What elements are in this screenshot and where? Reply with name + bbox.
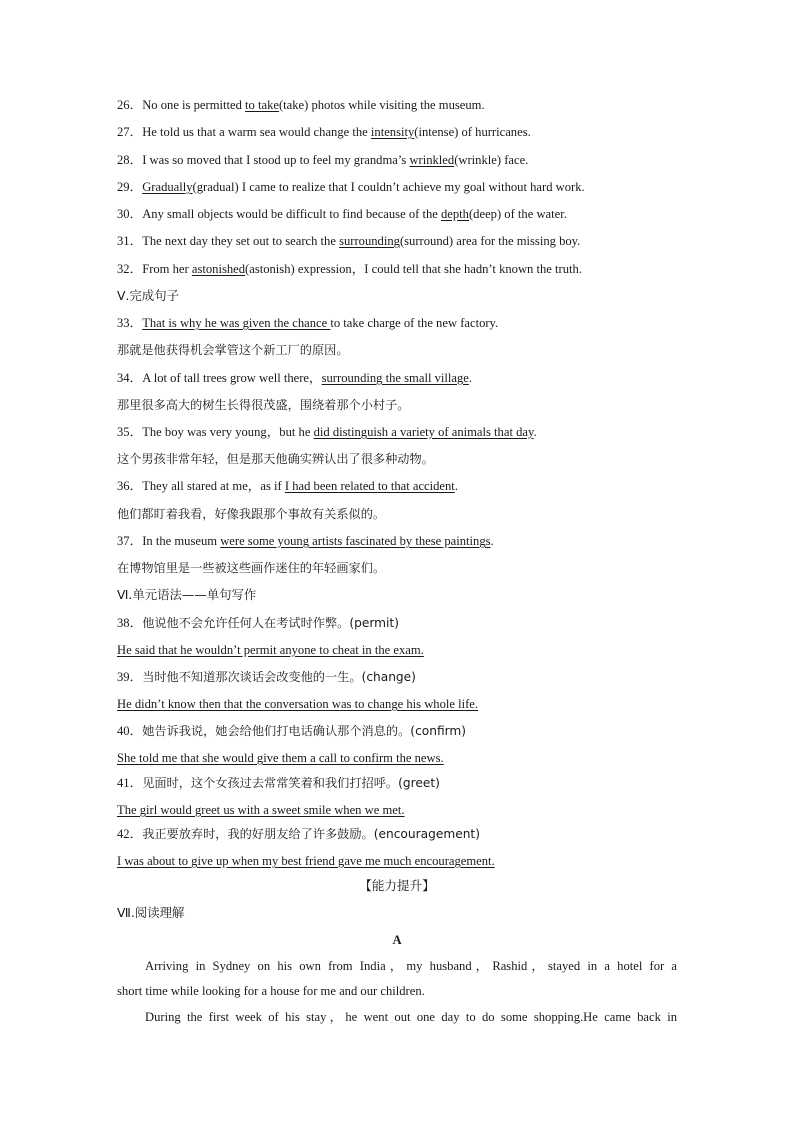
answer-text: wrinkled [409,153,455,167]
item-number: 37． [117,534,143,548]
item-text: (take) photos while visiting the museum. [278,98,485,112]
item-number: 29． [117,180,143,194]
item-text: . [454,479,458,493]
item-text: . [468,371,473,385]
passage-line: short time while looking for a house for me and our children. [117,984,425,998]
item-prompt: 见面时，这个女孩过去常常笑着和我们打招呼。(greet) [142,776,440,790]
item-text: He told us that a warm sea would change the [142,125,371,139]
item-27 [117,123,531,141]
item-38-answer: He said that he wouldn’t permit anyone to cheat in the exam. [117,643,424,657]
section-heading-5: Ⅴ.完成句子 [117,288,179,303]
item-prompt: 我正要放弃时，我的好朋友给了许多鼓励。(encouragement) [142,827,480,841]
item-text: I was so moved that I stood up to feel my grandma’s [142,153,410,167]
passage-letter: A [392,933,402,947]
answer-text: surrounding [339,234,400,248]
item-40-answer: She told me that she would give them a call to confirm the news. [117,751,444,765]
section-heading-7: Ⅶ.阅读理解 [117,905,185,920]
answer-text: I had been related to that accident [284,479,455,493]
item-39-answer: He didn’t know then that the conversation was to change his whole life. [117,697,479,711]
item-39 [117,668,416,686]
item-number: 40． [117,724,143,738]
item-number: 42． [117,827,143,841]
item-33 [117,314,498,332]
item-number: 33． [117,316,143,330]
answer-text: That is why he was given the chance [142,316,331,330]
item-32 [117,260,582,278]
item-number: 30． [117,207,143,221]
item-number: 31． [117,234,143,248]
item-36 [117,477,458,495]
item-41-answer: The girl would greet us with a sweet smile when we met. [117,803,405,817]
item-number: 26． [117,98,143,112]
item-number: 27． [117,125,143,139]
item-text: . [533,425,537,439]
item-37 [117,532,494,550]
item-28 [117,151,528,169]
answer-text: did distinguish a variety of animals that day [313,425,534,439]
item-number: 28． [117,153,143,167]
item-42-answer: I was about to give up when my best friend gave me much encouragement. [117,854,495,868]
item-35 [117,423,537,441]
section-heading-6: Ⅵ.单元语法——单句写作 [117,587,257,602]
item-33-translation: 那就是他获得机会掌管这个新工厂的原因。 [117,343,349,357]
item-text: Any small objects would be difficult to find because of the [142,207,441,221]
item-35-translation: 这个男孩非常年轻，但是那天他确实辨认出了很多种动物。 [117,452,434,466]
item-37-translation: 在博物馆里是一些被这些画作迷住的年轻画家们。 [117,561,386,575]
item-prompt: 当时他不知道那次谈话会改变他的一生。(change) [142,670,416,684]
item-number: 36． [117,479,143,493]
answer-text: astonished [191,262,246,276]
answer-text: surrounding the small village [321,371,469,385]
item-40 [117,722,466,740]
item-text: (deep) of the water. [468,207,567,221]
item-30 [117,205,567,223]
passage-line: During the first week of his stay，he went out one day to do some shopping.He came back in [145,1010,677,1024]
answer-text: depth [441,207,469,221]
item-text: No one is permitted [142,98,246,112]
item-31 [117,232,580,250]
item-34 [117,369,472,387]
item-text: (gradual) I came to realize that I couldn’t achieve my goal without hard work. [192,180,585,194]
answer-text: to take [245,98,279,112]
item-number: 41． [117,776,143,790]
ability-heading: 【能力提升】 [359,878,435,893]
item-text: In the museum [142,534,221,548]
item-29 [117,178,585,196]
item-42 [117,825,480,843]
item-number: 35． [117,425,143,439]
item-number: 32． [117,262,143,276]
answer-text: Gradually [142,180,193,194]
item-text: From her [142,262,192,276]
item-text: The boy was very young，but he [142,425,314,439]
passage-line: Arriving in Sydney on his own from India，my husband，Rashid，stayed in a hotel for a [145,959,677,973]
item-text: . [490,534,494,548]
item-34-translation: 那里很多高大的树生长得很茂盛，围绕着那个小村子。 [117,398,410,412]
answer-text: were some young artists fascinated by these paintings [220,534,491,548]
item-text: (astonish) expression，I could tell that she hadn’t known the truth. [245,262,582,276]
answer-text: intensity [370,125,415,139]
item-41 [117,774,440,792]
item-38 [117,614,399,632]
item-prompt: 他说他不会允许任何人在考试时作弊。(permit) [142,616,399,630]
item-text: They all stared at me，as if [142,479,285,493]
item-text: (surround) area for the missing boy. [399,234,581,248]
item-number: 39． [117,670,143,684]
item-text: to take charge of the new factory. [330,316,499,330]
item-26 [117,96,485,114]
item-text: The next day they set out to search the [142,234,340,248]
item-text: A lot of tall trees grow well there， [142,371,322,385]
item-text: (wrinkle) face. [454,153,529,167]
item-number: 38． [117,616,143,630]
item-text: (intense) of hurricanes. [414,125,531,139]
item-prompt: 她告诉我说，她会给他们打电话确认那个消息的。(confirm) [142,724,467,738]
item-36-translation: 他们都盯着我看，好像我跟那个事故有关系似的。 [117,507,386,521]
item-number: 34． [117,371,143,385]
